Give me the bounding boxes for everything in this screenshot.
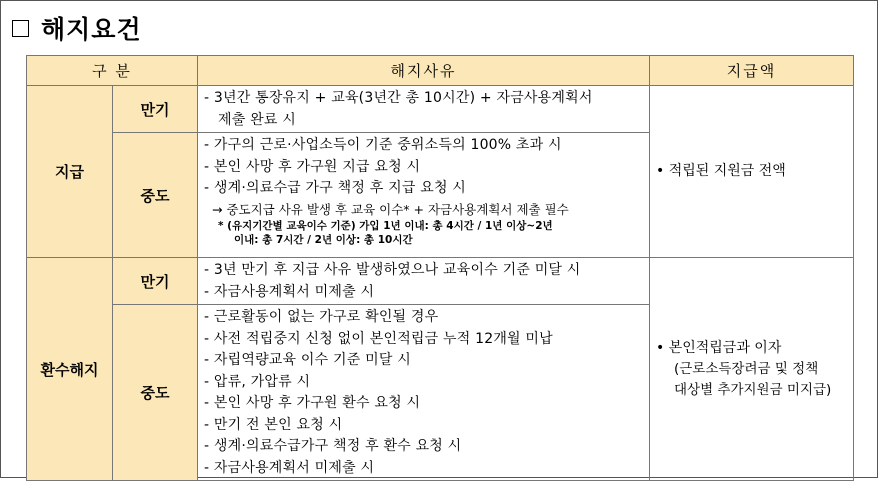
header-reason: 해지사유 — [198, 56, 650, 86]
subcategory-midterm: 중도 — [113, 305, 198, 481]
table-row — [27, 86, 854, 133]
amount-line: 대상별 추가지원금 미지급) — [674, 381, 832, 398]
reason-line: - 자립역량교육 이수 기준 미달 시 — [204, 352, 411, 368]
reason-note: * (유지기간별 교육이수 기준) 가입 1년 이내: 총 4시간 / 1년 이상~2년 — [218, 219, 553, 232]
termination-table — [26, 55, 854, 481]
table-row — [27, 258, 854, 305]
header-category: 구 분 — [27, 56, 198, 86]
header-amount: 지급액 — [650, 56, 854, 86]
amount-line: (근로소득장려금 및 정책 — [674, 360, 819, 377]
reason-line: - 생계·의료수급가구 책정 후 환수 요청 시 — [204, 438, 462, 454]
reason-line: - 사전 적립중지 신청 없이 본인적립금 누적 12개월 미납 — [204, 330, 553, 347]
reason-line: - 본인 사망 후 가구원 환수 요청 시 — [204, 395, 421, 411]
checkbox-square-icon — [12, 20, 29, 37]
reason-line: - 자금사용계획서 미제출 시 — [204, 283, 375, 300]
amount-cell-clawback — [650, 258, 854, 481]
reason-line: - 자금사용계획서 미제출 시 — [204, 459, 375, 476]
reason-line: - 가구의 근로·사업소득이 기준 중위소득의 100% 초과 시 — [204, 137, 562, 153]
reason-cell — [198, 258, 650, 305]
reason-line: - 만기 전 본인 요청 시 — [204, 416, 343, 433]
subcategory-maturity: 만기 — [113, 86, 198, 133]
page-title: 해지요건 — [41, 15, 142, 44]
subcategory-maturity: 만기 — [113, 258, 198, 305]
reason-line: - 본인 사망 후 가구원 지급 요청 시 — [204, 158, 421, 175]
subcategory-midterm: 중도 — [113, 133, 198, 258]
amount-cell-payment — [650, 86, 854, 258]
reason-line: - 3년간 통장유지 + 교육(3년간 총 10시간) + 자금사용계획서 — [204, 90, 593, 106]
reason-line: - 압류, 가압류 시 — [204, 373, 311, 390]
reason-cell — [198, 86, 650, 133]
header-row — [27, 56, 854, 86]
section-title — [12, 12, 142, 44]
reason-cell — [198, 305, 650, 481]
amount-line: • 적립된 지원금 전액 — [656, 163, 786, 179]
reason-cell — [198, 133, 650, 258]
reason-line: - 생계·의료수급 가구 책정 후 지급 요청 시 — [204, 180, 467, 196]
reason-line: 제출 완료 시 — [218, 111, 296, 128]
reason-arrow-line: → 중도지급 사유 발생 후 교육 이수* + 자금사용계획서 제출 필수 — [212, 201, 569, 217]
reason-line: - 근로활동이 없는 가구로 확인될 경우 — [204, 309, 439, 325]
reason-line: - 3년 만기 후 지급 사유 발생하였으나 교육이수 기준 미달 시 — [204, 262, 581, 278]
reason-note: 이내: 총 7시간 / 2년 이상: 총 10시간 — [234, 233, 413, 246]
category-clawback: 환수해지 — [27, 258, 113, 481]
amount-line: • 본인적립금과 이자 — [656, 339, 782, 356]
category-payment: 지급 — [27, 86, 113, 258]
